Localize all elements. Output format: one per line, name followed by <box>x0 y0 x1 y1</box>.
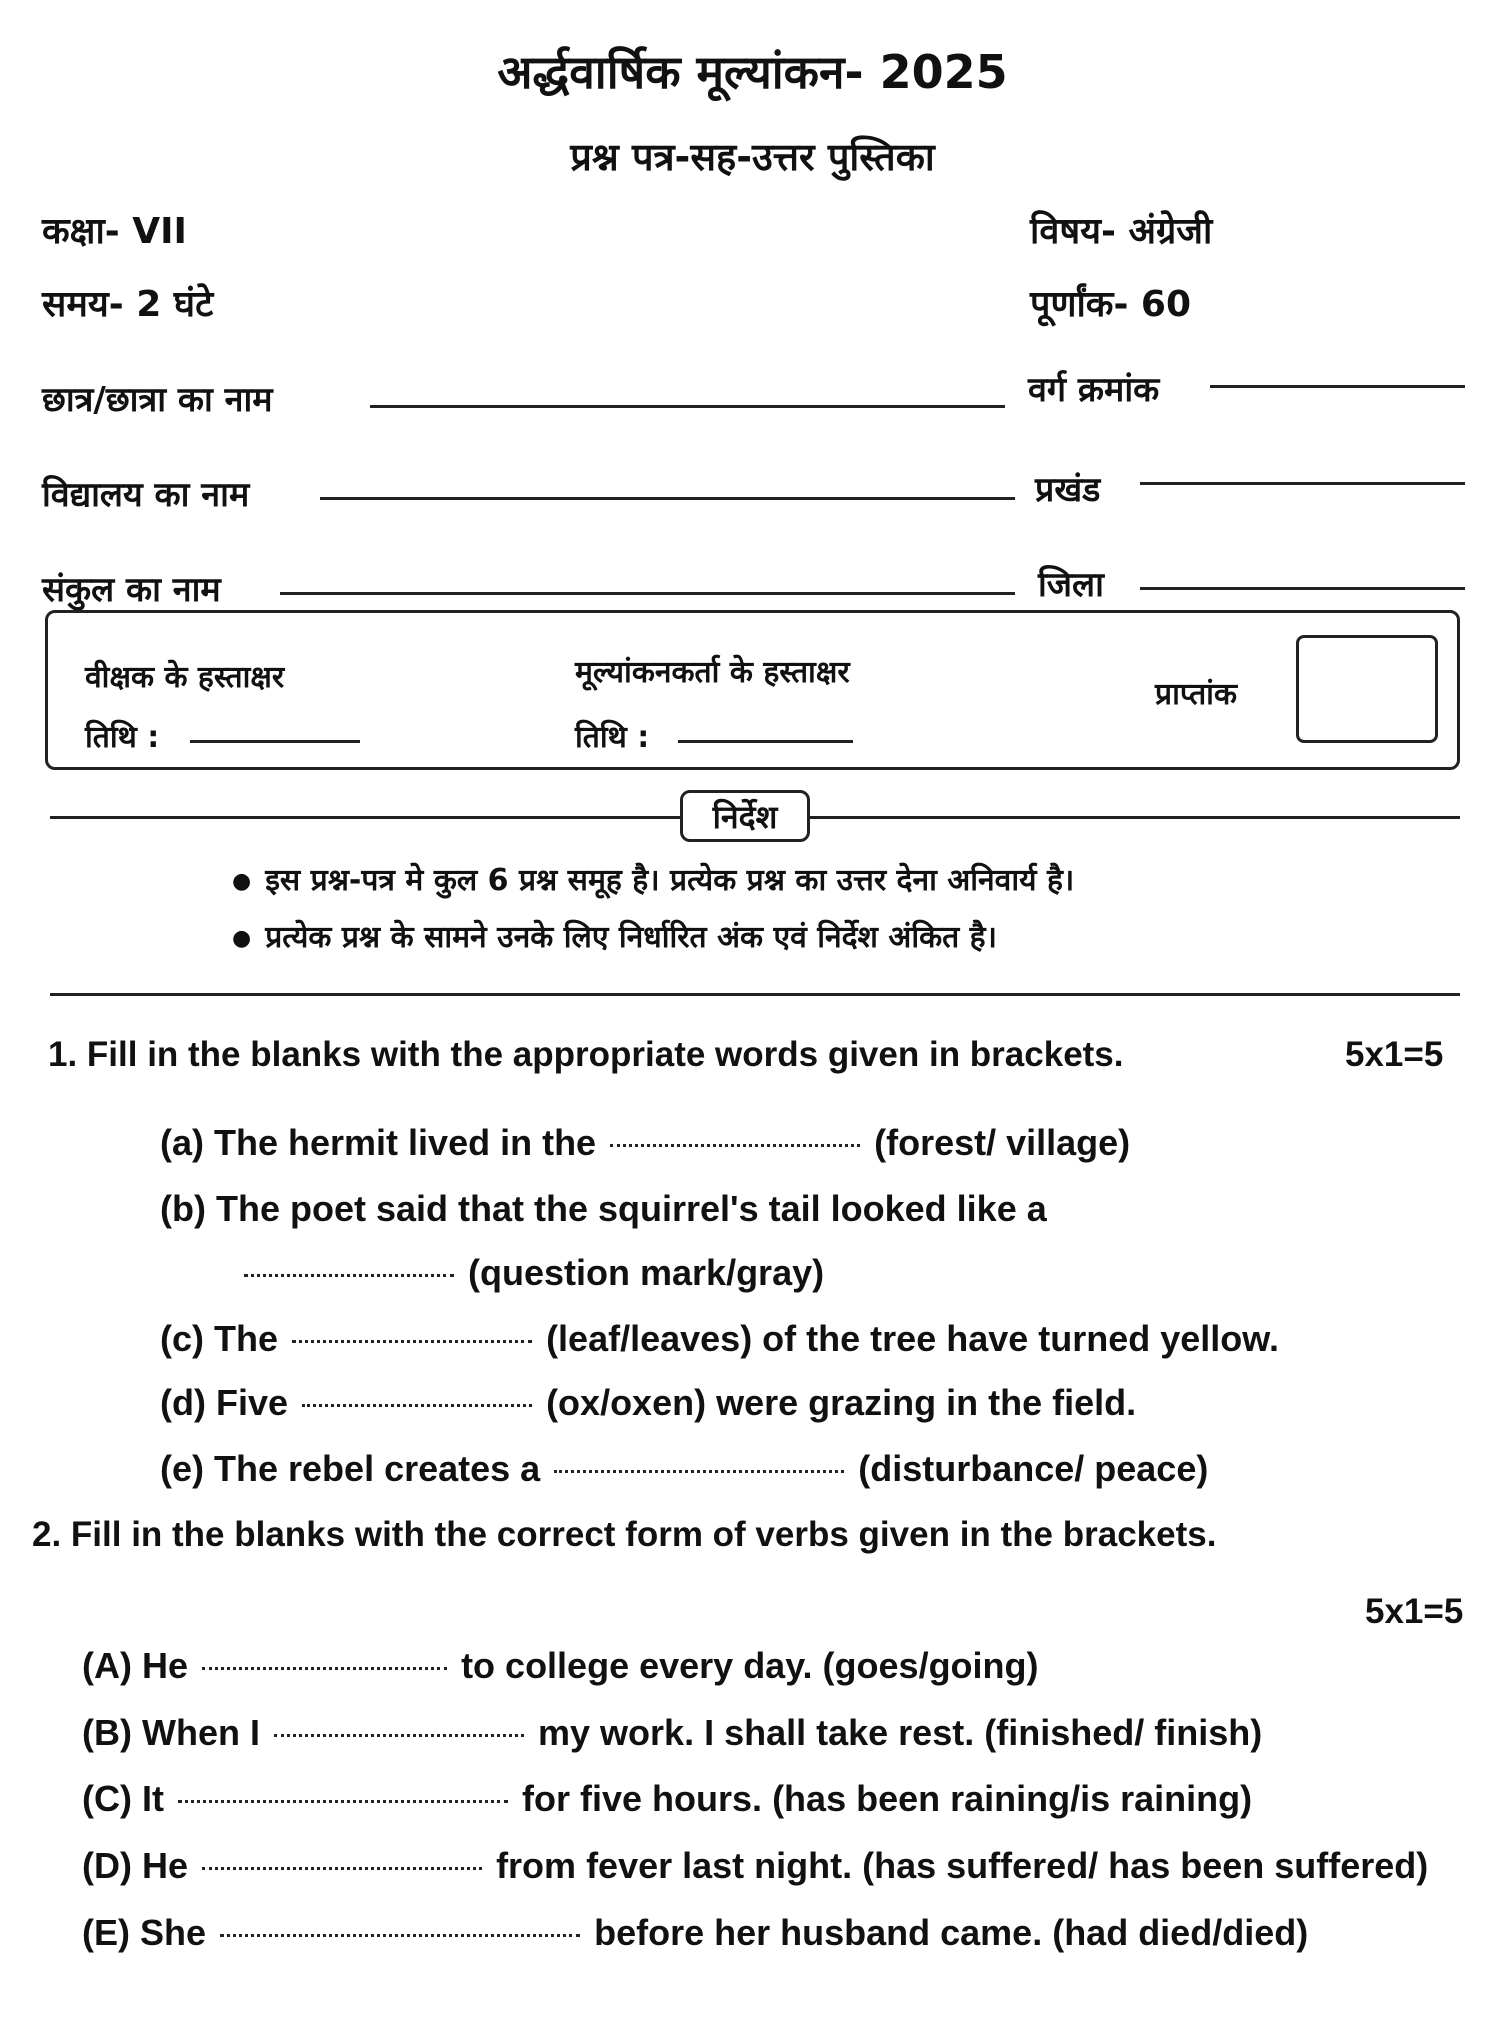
item-label: (C) <box>82 1778 132 1819</box>
instruction-item: ● प्रत्येक प्रश्न के सामने उनके लिए निर्धारित अंक एवं निर्देश अंकित है। <box>232 915 997 956</box>
answer-blank[interactable] <box>610 1144 860 1147</box>
q1-item-c <box>160 1318 1279 1360</box>
item-label: (B) <box>82 1712 132 1753</box>
item-label: (b) <box>160 1188 206 1229</box>
item-text: When I <box>142 1712 260 1753</box>
exam-subtitle: प्रश्न पत्र-सह-उत्तर पुस्तिका <box>570 135 935 179</box>
item-label: (D) <box>82 1845 132 1886</box>
invigilator-date-field[interactable] <box>190 740 360 743</box>
q2-heading: 2. Fill in the blanks with the correct form of verbs given in the brackets. <box>32 1515 1217 1554</box>
item-text: The rebel creates a <box>214 1448 541 1489</box>
item-label: (d) <box>160 1382 206 1423</box>
class-label: कक्षा- VII <box>42 211 187 252</box>
answer-blank[interactable] <box>220 1934 580 1937</box>
item-text: The <box>214 1318 279 1359</box>
item-options: (question mark/gray) <box>468 1252 825 1293</box>
answer-blank[interactable] <box>244 1274 454 1277</box>
exam-title: अर्द्धवार्षिक मूल्यांकन- 2025 <box>497 45 1008 99</box>
q1-marks: 5x1=5 <box>1345 1035 1444 1074</box>
q2-item-d <box>82 1845 1428 1887</box>
q1-heading: 1. Fill in the blanks with the appropriate words given in brackets. <box>48 1035 1124 1074</box>
q1-item-e <box>160 1448 1208 1490</box>
school-name-field[interactable] <box>320 497 1015 500</box>
item-label: (E) <box>82 1912 130 1953</box>
answer-blank[interactable] <box>554 1470 844 1473</box>
q1-item-b <box>160 1188 1047 1230</box>
item-text: The hermit lived in the <box>214 1122 597 1163</box>
q2-item-e <box>82 1912 1308 1954</box>
cluster-name-label: संकुल का नाम <box>42 570 221 610</box>
q2-marks: 5x1=5 <box>1365 1592 1464 1631</box>
evaluator-date-label: तिथि : <box>575 720 650 755</box>
item-text: He <box>142 1645 189 1686</box>
instructions-rule-bottom <box>50 993 1460 996</box>
item-options: (leaf/leaves) of the tree have turned yellow. <box>546 1318 1279 1359</box>
answer-blank[interactable] <box>274 1734 524 1737</box>
block-label: प्रखंड <box>1035 470 1101 510</box>
total-marks-label: पूर्णांक- 60 <box>1030 284 1192 325</box>
evaluator-signature-label: मूल्यांकनकर्ता के हस्ताक्षर <box>575 655 850 690</box>
roll-no-field[interactable] <box>1210 385 1465 388</box>
answer-blank[interactable] <box>178 1800 508 1803</box>
subject-label: विषय- अंग्रेजी <box>1030 211 1213 252</box>
item-text: Five <box>215 1382 289 1423</box>
answer-blank[interactable] <box>202 1667 447 1670</box>
obtained-marks-box[interactable] <box>1296 635 1438 743</box>
instruction-item: ● इस प्रश्न-पत्र मे कुल 6 प्रश्न समूह है। प्रत्येक प्रश्न का उत्तर देना अनिवार्य है। <box>232 858 1074 899</box>
item-options: my work. I shall take rest. (finished/ finish) <box>538 1712 1263 1753</box>
item-label: (e) <box>160 1448 204 1489</box>
student-name-field[interactable] <box>370 405 1005 408</box>
roll-no-label: वर्ग क्रमांक <box>1028 370 1160 410</box>
item-options: to college every day. (goes/going) <box>461 1645 1039 1686</box>
invigilator-date-label: तिथि : <box>85 720 160 755</box>
evaluator-date-field[interactable] <box>678 740 853 743</box>
item-text: The poet said that the squirrel's tail looked like a <box>215 1188 1047 1229</box>
cluster-name-field[interactable] <box>280 592 1015 595</box>
item-text: She <box>140 1912 207 1953</box>
q2-item-b <box>82 1712 1262 1754</box>
q1-item-b-cont <box>240 1252 824 1294</box>
q2-item-a <box>82 1645 1039 1687</box>
district-label: जिला <box>1038 565 1104 605</box>
item-label: (A) <box>82 1645 132 1686</box>
time-label: समय- 2 घंटे <box>42 284 214 325</box>
q2-item-c <box>82 1778 1252 1820</box>
item-text: He <box>142 1845 189 1886</box>
item-options: from fever last night. (has suffered/ has been suffered) <box>496 1845 1429 1886</box>
item-options: (disturbance/ peace) <box>858 1448 1209 1489</box>
item-options: before her husband came. (had died/died) <box>594 1912 1309 1953</box>
item-options: for five hours. (has been raining/is raining) <box>522 1778 1253 1819</box>
item-text: It <box>142 1778 164 1819</box>
item-label: (a) <box>160 1122 204 1163</box>
answer-blank[interactable] <box>292 1340 532 1343</box>
student-name-label: छात्र/छात्रा का नाम <box>42 380 273 420</box>
instructions-heading: निर्देश <box>680 790 810 842</box>
q1-item-d <box>160 1382 1136 1424</box>
school-name-label: विद्यालय का नाम <box>42 475 250 515</box>
answer-blank[interactable] <box>202 1867 482 1870</box>
obtained-marks-label: प्राप्तांक <box>1155 677 1237 712</box>
district-field[interactable] <box>1140 587 1465 590</box>
answer-blank[interactable] <box>302 1404 532 1407</box>
block-field[interactable] <box>1140 482 1465 485</box>
item-options: (forest/ village) <box>874 1122 1131 1163</box>
invigilator-signature-label: वीक्षक के हस्ताक्षर <box>85 660 285 695</box>
item-label: (c) <box>160 1318 204 1359</box>
item-options: (ox/oxen) were grazing in the field. <box>546 1382 1137 1423</box>
q1-item-a <box>160 1122 1130 1164</box>
